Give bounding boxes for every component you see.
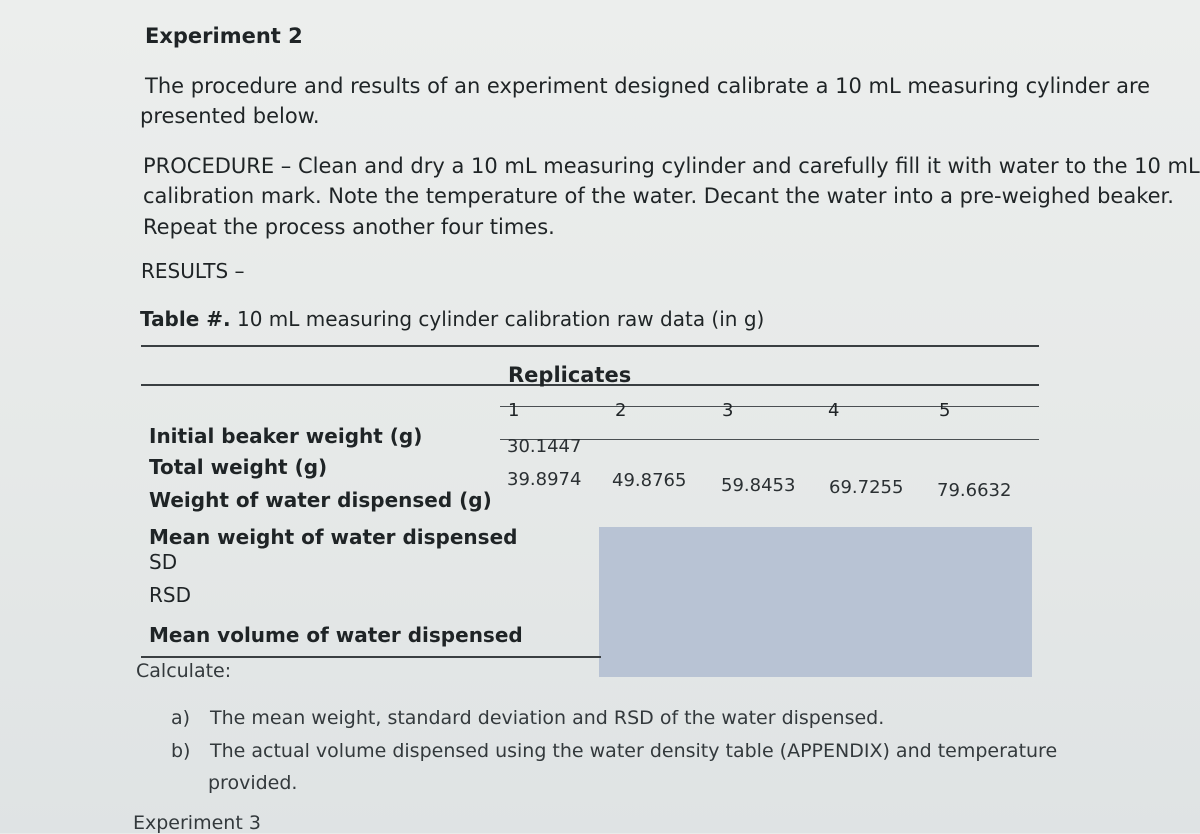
cell-total-weight-5: 79.6632: [937, 480, 1012, 501]
row-label-weight-of-water-dispensed: Weight of water dispensed (g): [149, 488, 492, 512]
results-heading: RESULTS –: [141, 259, 245, 283]
cell-total-weight-1: 39.8974: [507, 469, 582, 490]
row-label-initial-beaker-weight: Initial beaker weight (g): [149, 424, 423, 448]
column-number-1: 1: [508, 400, 520, 421]
item-b-text-line-1: The actual volume dispensed using the water density table (APPENDIX) and temperature: [210, 740, 1058, 762]
table-bottom-rule: [141, 656, 601, 658]
table-caption-text: 10 mL measuring cylinder calibration raw data (in g): [230, 307, 765, 331]
cell-total-weight-2: 49.8765: [612, 470, 687, 491]
table-caption: [140, 307, 764, 331]
cell-total-weight-4: 69.7255: [829, 477, 904, 498]
column-number-3: 3: [722, 400, 734, 421]
procedure-line-3: Repeat the process another four times.: [143, 215, 555, 239]
replicates-header: Replicates: [508, 363, 632, 387]
item-a-marker: a): [171, 707, 191, 729]
intro-line-1: The procedure and results of an experiment designed calibrate a 10 mL measuring cylinder are: [145, 74, 1151, 98]
calculate-label: Calculate:: [136, 660, 232, 682]
table-caption-label: Table #.: [140, 307, 231, 331]
column-number-4: 4: [828, 400, 840, 421]
replicates-rule: [500, 406, 1039, 407]
intro-line-2: presented below.: [140, 104, 320, 128]
column-number-5: 5: [939, 400, 951, 421]
shaded-answer-block: [599, 527, 1032, 677]
row-label-mean-volume: Mean volume of water dispensed: [149, 623, 523, 647]
procedure-line-2: calibration mark. Note the temperature of the water. Decant the water into a pre-weighed beaker.: [143, 184, 1174, 208]
cell-initial-beaker-1: 30.1447: [507, 436, 582, 457]
row-label-mean-weight: Mean weight of water dispensed: [149, 525, 518, 549]
next-experiment-heading-partial: Experiment 3: [133, 812, 261, 834]
row-label-total-weight: Total weight (g): [149, 455, 328, 479]
row-label-rsd: RSD: [149, 583, 191, 607]
procedure-line-1: PROCEDURE – Clean and dry a 10 mL measuring cylinder and carefully fill it with water to the 10 mL: [143, 154, 1200, 178]
row-label-sd: SD: [149, 550, 178, 574]
cell-total-weight-3: 59.8453: [721, 475, 796, 496]
experiment-title: Experiment 2: [145, 24, 303, 48]
column-number-2: 2: [615, 400, 627, 421]
item-b-marker: b): [171, 740, 191, 762]
item-a-text: The mean weight, standard deviation and RSD of the water dispensed.: [210, 707, 885, 729]
table-top-rule: [141, 345, 1039, 347]
item-b-text-line-2: provided.: [208, 772, 298, 794]
